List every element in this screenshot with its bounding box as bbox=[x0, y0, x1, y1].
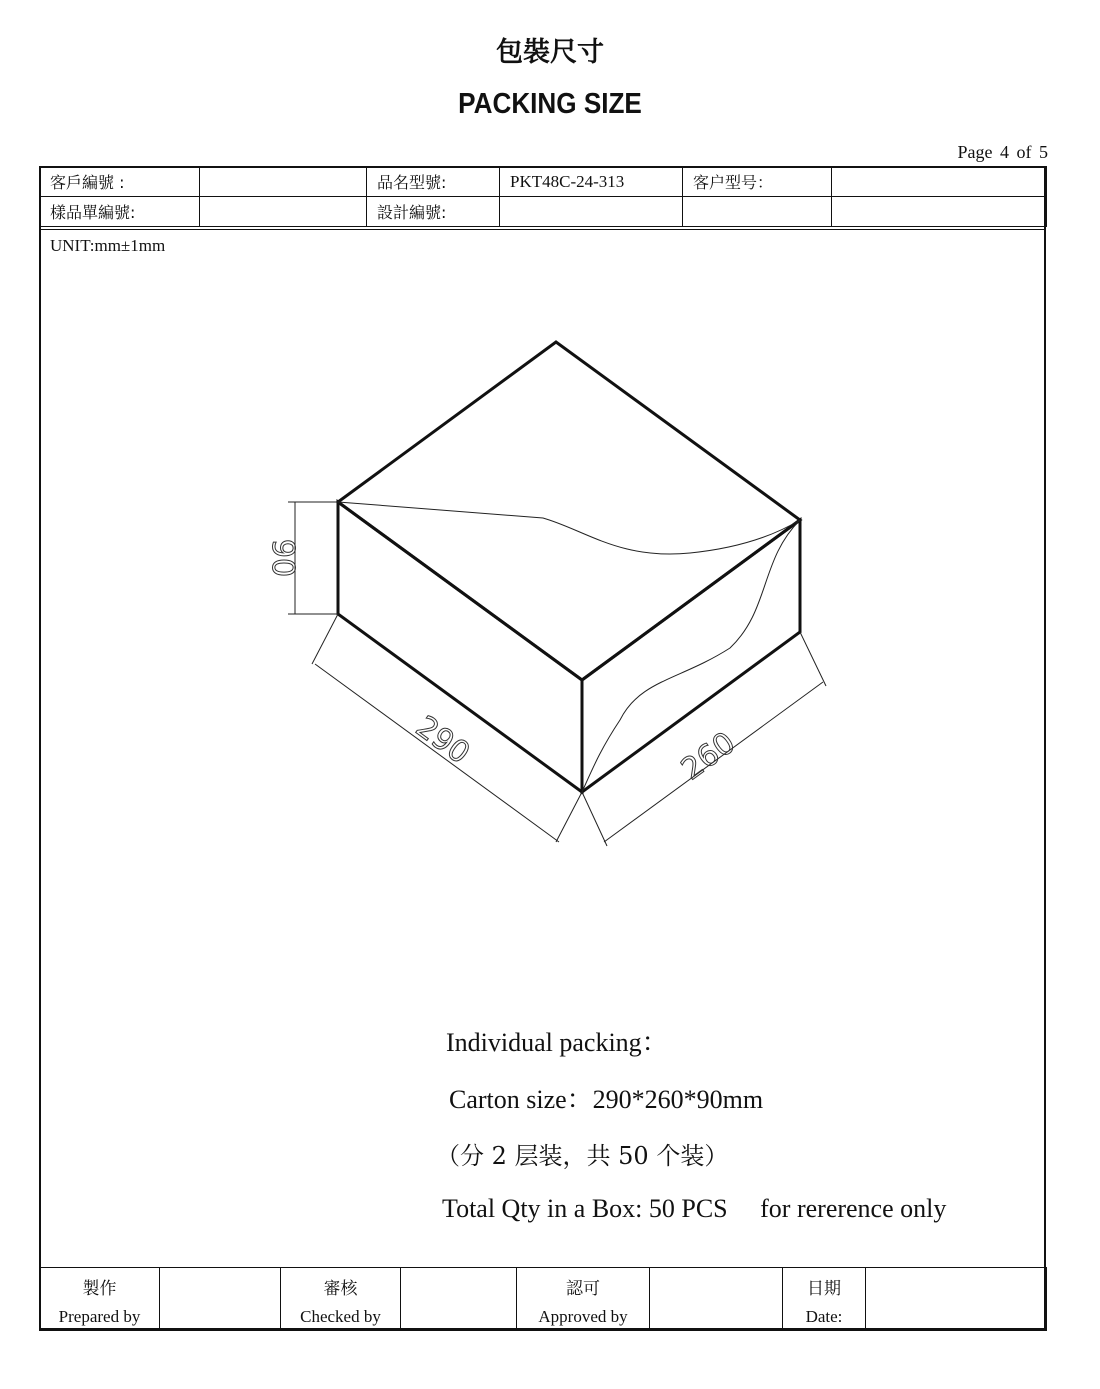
note-carton-size: Carton size：290*260*90mm bbox=[449, 1085, 764, 1114]
tape-curve-top bbox=[338, 502, 800, 554]
prepared-by-label bbox=[40, 1268, 160, 1331]
checked-by-value bbox=[401, 1268, 517, 1331]
dim-length-extension-right bbox=[556, 792, 582, 842]
dim-label-width: 260 bbox=[674, 725, 742, 788]
approved-by-label bbox=[517, 1268, 650, 1331]
date-en: Date: bbox=[805, 1307, 843, 1326]
dim-length-extension-left bbox=[312, 614, 338, 664]
approved-by-value bbox=[650, 1268, 783, 1331]
unit-label: UNIT:mm±1mm bbox=[50, 236, 166, 255]
page-number: Page 4 of 5 bbox=[957, 142, 1048, 162]
dim-label-length: 290 bbox=[409, 709, 477, 772]
dim-width-extension-right bbox=[800, 632, 826, 686]
date-value bbox=[866, 1268, 1047, 1331]
customer-model-label: 客户型号： bbox=[683, 167, 832, 197]
approved-by-cn: 認可 bbox=[566, 1279, 600, 1299]
prepared-by-value bbox=[160, 1268, 281, 1331]
design-no-label: 設計編號: bbox=[367, 197, 500, 227]
note-total-qty: Total Qty in a Box: 50 PCS for rererence only bbox=[442, 1194, 947, 1223]
date-cn: 日期 bbox=[807, 1279, 841, 1299]
checked-by-label bbox=[281, 1268, 401, 1331]
page-title-english: PACKING SIZE bbox=[458, 88, 642, 120]
signature-row bbox=[40, 1268, 1047, 1331]
carton-top-face bbox=[338, 342, 800, 680]
sample-order-label: 樣品單編號: bbox=[40, 197, 200, 227]
dim-width-extension-left bbox=[582, 792, 607, 846]
prepared-by-en: Prepared by bbox=[58, 1307, 141, 1326]
note-layers: （分 2 层装，共 50 个装） bbox=[436, 1142, 729, 1170]
page-title-chinese: 包裝尺寸 bbox=[496, 37, 604, 68]
signature-table bbox=[39, 1267, 1047, 1331]
date-label bbox=[783, 1268, 866, 1331]
approved-by-en: Approved by bbox=[538, 1307, 628, 1326]
carton-box bbox=[338, 342, 800, 792]
checked-by-cn: 審核 bbox=[323, 1279, 358, 1299]
product-model-value: PKT48C-24-313 bbox=[500, 167, 683, 197]
checked-by-en: Checked by bbox=[300, 1307, 381, 1326]
prepared-by-cn: 製作 bbox=[82, 1279, 117, 1299]
customer-no-label: 客戶編號 : bbox=[40, 167, 200, 197]
note-individual-packing: Individual packing： bbox=[446, 1028, 668, 1057]
dim-label-height: 90 bbox=[265, 538, 300, 578]
product-model-label: 品名型號: bbox=[367, 167, 500, 197]
